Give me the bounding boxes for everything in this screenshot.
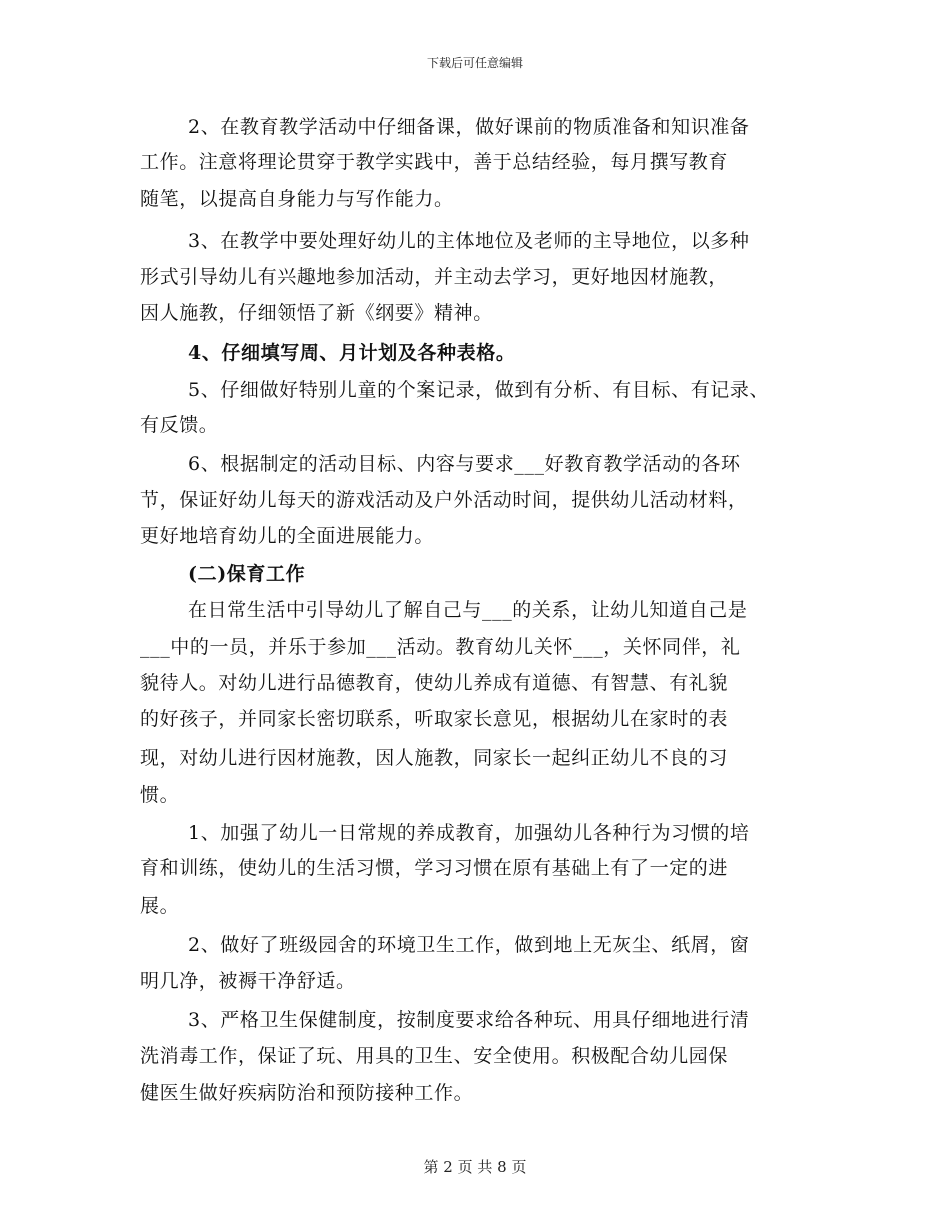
text-line: 3、在教学中要处理好幼儿的主体地位及老师的主导地位，以多种	[188, 230, 750, 252]
text-line: 6、根据制定的活动目标、内容与要求___好教育教学活动的各环	[188, 453, 741, 475]
text-line: 工作。注意将理论贯穿于教学实践中，善于总结经验，每月撰写教育	[140, 151, 729, 173]
text-line: 随笔，以提高自身能力与写作能力。	[140, 188, 454, 210]
section-heading: 4、仔细填写周、月计划及各种表格。	[188, 342, 516, 364]
text-line: 有反馈。	[140, 414, 219, 436]
text-line: 现，对幼儿进行因材施教，因人施教，同家长一起纠正幼儿不良的习	[140, 747, 729, 769]
text-line: 3、严格卫生保健制度，按制度要求给各种玩、用具仔细地进行清	[188, 1009, 750, 1031]
text-line: 育和训练，使幼儿的生活习惯，学习习惯在原有基础上有了一定的进	[140, 857, 729, 879]
text-line: 形式引导幼儿有兴趣地参加活动，并主动去学习，更好地因材施教，	[140, 266, 729, 288]
text-line: 的好孩子，并同家长密切联系，听取家长意见，根据幼儿在家时的表	[140, 708, 729, 730]
text-line: 洗消毒工作，保证了玩、用具的卫生、安全使用。积极配合幼儿园保	[140, 1045, 729, 1067]
page-footer: 第 2 页 共 8 页	[423, 1158, 527, 1176]
text-line: 健医生做好疾病防治和预防接种工作。	[140, 1082, 474, 1104]
text-line: 因人施教，仔细领悟了新《纲要》精神。	[140, 302, 493, 324]
text-line: 更好地培育幼儿的全面进展能力。	[140, 525, 435, 547]
page-header: 下载后可任意编辑	[426, 56, 523, 70]
text-line: 2、在教育教学活动中仔细备课，做好课前的物质准备和知识准备	[188, 116, 750, 138]
text-line: 5、仔细做好特别儿童的个案记录，做到有分析、有目标、有记录、	[188, 379, 770, 401]
section-heading: (二)保育工作	[188, 563, 306, 585]
text-line: 1、加强了幼儿一日常规的养成教育，加强幼儿各种行为习惯的培	[188, 822, 750, 844]
text-line: 2、做好了班级园舍的环境卫生工作，做到地上无灰尘、纸屑，窗	[188, 934, 750, 956]
text-line: 明几净，被褥干净舒适。	[140, 970, 356, 992]
text-line: 惯。	[140, 784, 180, 806]
text-line: 貌待人。对幼儿进行品德教育，使幼儿养成有道德、有智慧、有礼貌	[140, 672, 729, 694]
text-line: 节，保证好幼儿每天的游戏活动及户外活动时间，提供幼儿活动材料，	[140, 489, 748, 511]
text-line: 在日常生活中引导幼儿了解自己与___的关系，让幼儿知道自己是	[188, 599, 748, 621]
text-line: ___中的一员，并乐于参加___活动。教育幼儿关怀___，关怀同伴，礼	[140, 636, 741, 658]
text-line: 展。	[140, 895, 180, 917]
